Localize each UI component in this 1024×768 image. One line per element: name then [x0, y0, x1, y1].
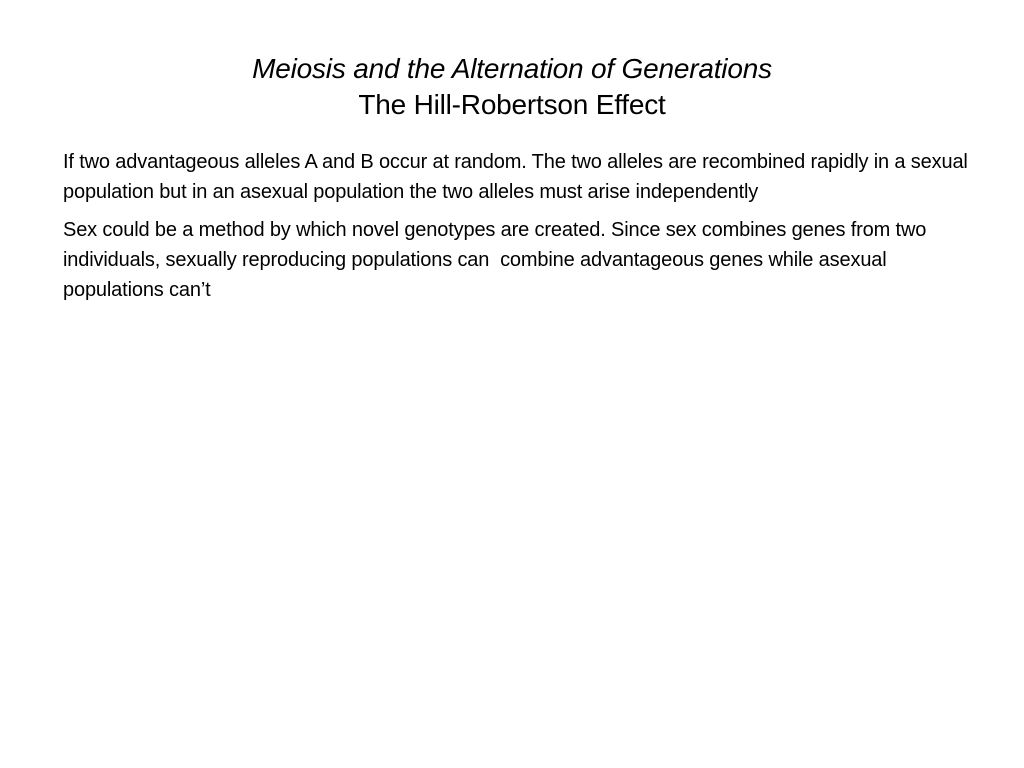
body-paragraph-1: If two advantageous alleles A and B occur at random. The two alleles are recombined rapidly in a sexual population but in an asexual population the two alleles must arise independently [63, 151, 974, 203]
slide-title: Meiosis and the Alternation of Generations [252, 53, 772, 84]
slide-subtitle: The Hill-Robertson Effect [358, 89, 666, 120]
body-paragraph-2: Sex could be a method by which novel genotypes are created. Since sex combines genes from two individuals, sexually reproducing populations can combine advantageous genes while asexual populations can’t [63, 219, 932, 301]
title-block [0, 50, 1024, 122]
slide-body [63, 147, 973, 313]
